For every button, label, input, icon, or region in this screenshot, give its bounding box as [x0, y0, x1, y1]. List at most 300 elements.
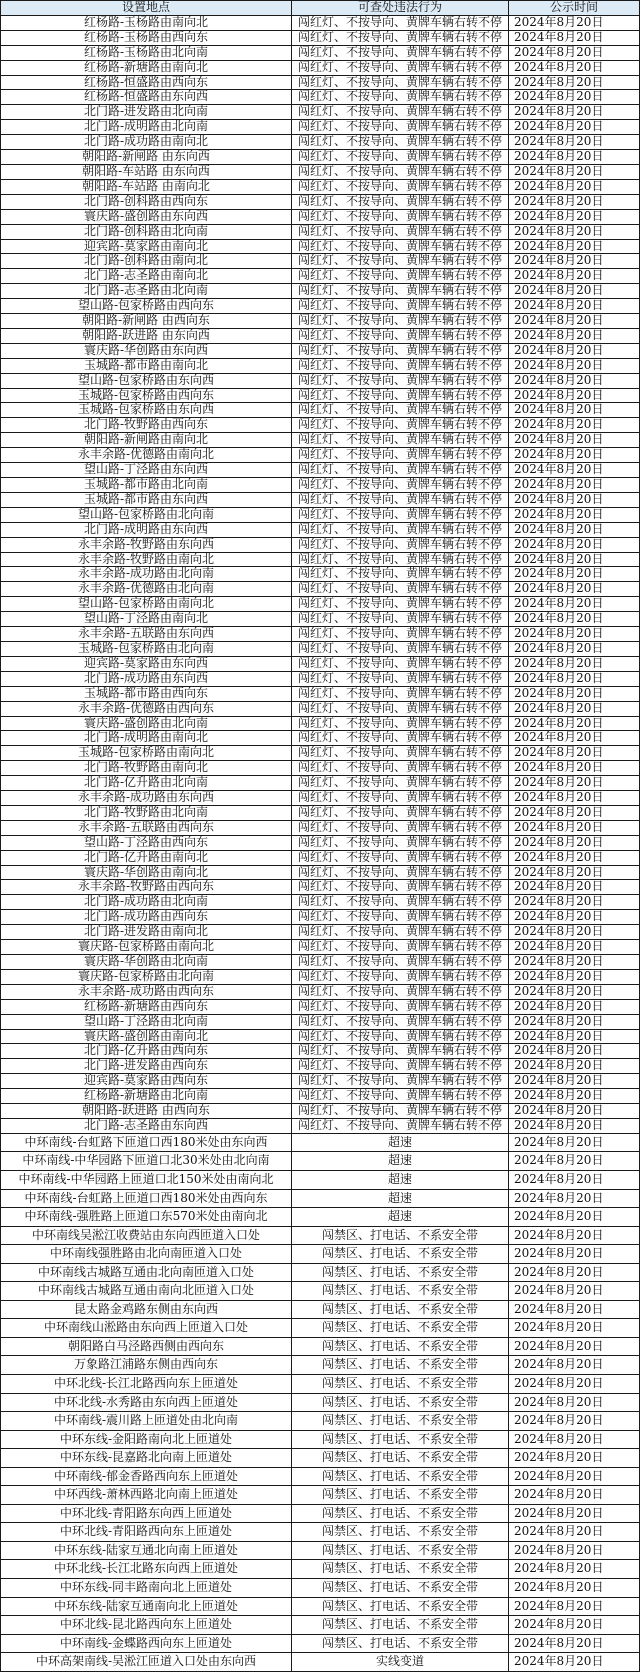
table-row: [1, 1616, 640, 1635]
table-row: [1, 1119, 640, 1134]
location-cell: 中环东线-陆家互通南向北上匝道处: [1, 1598, 292, 1616]
date-cell: 2024年8月20日: [509, 76, 640, 90]
location-cell: 红杨路-新塘路由西向东: [1, 1000, 292, 1014]
violation-cell: 超速: [292, 1208, 509, 1226]
violation-cell: 闯红灯、不按导向、黄牌车辆右转不停: [292, 61, 509, 75]
location-cell: 中环南线-金蝶路西向东上匝道处: [1, 1635, 292, 1653]
location-cell: 北门路-成功路由西向东: [1, 910, 292, 924]
table-row: [1, 612, 640, 627]
date-cell: 2024年8月20日: [509, 1431, 640, 1449]
violation-cell: 闯禁区、打电话、不系安全带: [292, 1635, 509, 1653]
violation-cell: 闯红灯、不按导向、黄牌车辆右转不停: [292, 433, 509, 447]
table-row: [1, 1134, 640, 1153]
location-cell: 北门路-牧野路由南向北: [1, 761, 292, 775]
table-row: [1, 970, 640, 985]
violation-cell: 闯红灯、不按导向、黄牌车辆右转不停: [292, 567, 509, 581]
violation-cell: 闯禁区、打电话、不系安全带: [292, 1282, 509, 1300]
violation-cell: 闯红灯、不按导向、黄牌车辆右转不停: [292, 925, 509, 939]
violation-cell: 闯红灯、不按导向、黄牌车辆右转不停: [292, 746, 509, 760]
violation-cell: 闯禁区、打电话、不系安全带: [292, 1579, 509, 1597]
table-row: [1, 567, 640, 582]
violation-cell: 闯禁区、打电话、不系安全带: [292, 1264, 509, 1282]
date-cell: 2024年8月20日: [509, 1030, 640, 1044]
location-cell: 北门路-亿升路由北向南: [1, 776, 292, 790]
violation-cell: 闯禁区、打电话、不系安全带: [292, 1319, 509, 1337]
location-cell: 中环北线-昆北路西向东上匝道处: [1, 1616, 292, 1634]
date-cell: 2024年8月20日: [509, 880, 640, 894]
table-row: [1, 1245, 640, 1264]
date-cell: 2024年8月20日: [509, 403, 640, 417]
violation-cell: 闯红灯、不按导向、黄牌车辆右转不停: [292, 717, 509, 731]
violation-cell: 闯禁区、打电话、不系安全带: [292, 1560, 509, 1578]
date-cell: 2024年8月20日: [509, 284, 640, 298]
table-row: [1, 463, 640, 478]
table-row: [1, 1486, 640, 1505]
location-cell: 中环东线-同丰路南向北上匝道处: [1, 1579, 292, 1597]
date-cell: 2024年8月20日: [509, 1074, 640, 1088]
violation-cell: 闯红灯、不按导向、黄牌车辆右转不停: [292, 195, 509, 209]
date-cell: 2024年8月20日: [509, 1356, 640, 1374]
table-row: [1, 717, 640, 732]
table-row: [1, 1104, 640, 1119]
violation-cell: 闯红灯、不按导向、黄牌车辆右转不停: [292, 657, 509, 671]
date-cell: 2024年8月20日: [509, 523, 640, 537]
violation-cell: 闯红灯、不按导向、黄牌车辆右转不停: [292, 731, 509, 745]
date-cell: 2024年8月20日: [509, 687, 640, 701]
violation-cell: 闯红灯、不按导向、黄牌车辆右转不停: [292, 687, 509, 701]
location-cell: 中环西线-萧林西路北向南上匝道处: [1, 1486, 292, 1504]
date-cell: 2024年8月20日: [509, 493, 640, 507]
date-cell: 2024年8月20日: [509, 1134, 640, 1152]
date-cell: 2024年8月20日: [509, 612, 640, 626]
location-cell: 北门路-志圣路由东向西: [1, 1119, 292, 1133]
table-row: [1, 61, 640, 76]
date-cell: 2024年8月20日: [509, 1338, 640, 1356]
violation-cell: 闯红灯、不按导向、黄牌车辆右转不停: [292, 836, 509, 850]
violation-cell: 闯禁区、打电话、不系安全带: [292, 1523, 509, 1541]
date-cell: 2024年8月20日: [509, 672, 640, 686]
date-cell: 2024年8月20日: [509, 717, 640, 731]
table-row: [1, 940, 640, 955]
location-cell: 中环北线-长江北路东向西上匝道处: [1, 1560, 292, 1578]
violation-cell: 闯红灯、不按导向、黄牌车辆右转不停: [292, 806, 509, 820]
location-cell: 北门路-成明路由东向西: [1, 523, 292, 537]
table-row: [1, 1319, 640, 1338]
table-row: [1, 761, 640, 776]
date-cell: 2024年8月20日: [509, 31, 640, 45]
date-cell: 2024年8月20日: [509, 1412, 640, 1430]
location-cell: 红杨路-玉杨路由西向东: [1, 31, 292, 45]
date-cell: 2024年8月20日: [509, 1227, 640, 1245]
violation-cell: 闯禁区、打电话、不系安全带: [292, 1245, 509, 1263]
location-cell: 朝阳路-跃进路 由西向东: [1, 1104, 292, 1118]
date-cell: 2024年8月20日: [509, 418, 640, 432]
violation-cell: 闯红灯、不按导向、黄牌车辆右转不停: [292, 1119, 509, 1133]
location-cell: 永丰余路-牧野路由西向东: [1, 880, 292, 894]
table-row: [1, 478, 640, 493]
location-cell: 中环南线山淞路由东向西上匝道入口处: [1, 1319, 292, 1337]
date-cell: 2024年8月20日: [509, 433, 640, 447]
location-cell: 永丰余路-牧野路由南向北: [1, 553, 292, 567]
violation-cell: 闯禁区、打电话、不系安全带: [292, 1598, 509, 1616]
table-row: [1, 836, 640, 851]
violation-cell: 闯红灯、不按导向、黄牌车辆右转不停: [292, 1015, 509, 1029]
violation-cell: 闯红灯、不按导向、黄牌车辆右转不停: [292, 418, 509, 432]
date-cell: 2024年8月20日: [509, 1375, 640, 1393]
violation-cell: 闯红灯、不按导向、黄牌车辆右转不停: [292, 1074, 509, 1088]
table-row: [1, 910, 640, 925]
header-violations: 可查处违法行为: [292, 1, 509, 15]
header-publish-date: 公示时间: [509, 1, 640, 15]
violation-cell: 闯红灯、不按导向、黄牌车辆右转不停: [292, 970, 509, 984]
date-cell: 2024年8月20日: [509, 836, 640, 850]
date-cell: 2024年8月20日: [509, 1301, 640, 1319]
date-cell: 2024年8月20日: [509, 940, 640, 954]
violation-cell: 闯红灯、不按导向、黄牌车辆右转不停: [292, 791, 509, 805]
location-cell: 北门路-牧野路由西向东: [1, 418, 292, 432]
table-row: [1, 895, 640, 910]
violation-cell: 闯禁区、打电话、不系安全带: [292, 1468, 509, 1486]
date-cell: 2024年8月20日: [509, 269, 640, 283]
date-cell: 2024年8月20日: [509, 1104, 640, 1118]
table-row: [1, 851, 640, 866]
date-cell: 2024年8月20日: [509, 985, 640, 999]
location-cell: 中环东线-昆嘉路北向南上匝道处: [1, 1449, 292, 1467]
location-cell: 玉城路-都市路由东向西: [1, 493, 292, 507]
violation-cell: 闯红灯、不按导向、黄牌车辆右转不停: [292, 180, 509, 194]
location-cell: 朝阳路-新闸路由南向北: [1, 433, 292, 447]
violation-cell: 闯红灯、不按导向、黄牌车辆右转不停: [292, 463, 509, 477]
table-row: [1, 1059, 640, 1074]
date-cell: 2024年8月20日: [509, 1468, 640, 1486]
location-cell: 红杨路-玉杨路由南向北: [1, 16, 292, 30]
date-cell: 2024年8月20日: [509, 1579, 640, 1597]
table-row: [1, 46, 640, 61]
location-cell: 中环南线-强胜路上匝道口东570米处由南向北: [1, 1208, 292, 1226]
date-cell: 2024年8月20日: [509, 1616, 640, 1634]
date-cell: 2024年8月20日: [509, 299, 640, 313]
location-cell: 永丰余路-成功路由西向东: [1, 985, 292, 999]
violation-cell: 闯红灯、不按导向、黄牌车辆右转不停: [292, 269, 509, 283]
location-cell: 北门路-志圣路由南向北: [1, 269, 292, 283]
date-cell: 2024年8月20日: [509, 567, 640, 581]
location-cell: 寰庆路-包家桥路由南向北: [1, 940, 292, 954]
location-cell: 中环北线-水秀路由东向西上匝道处: [1, 1394, 292, 1412]
date-cell: 2024年8月20日: [509, 970, 640, 984]
table-row: [1, 1190, 640, 1209]
location-cell: 中环北线-长江北路西向东上匝道处: [1, 1375, 292, 1393]
location-cell: 中环南线-郁金香路西向东上匝道处: [1, 1468, 292, 1486]
table-row: [1, 1579, 640, 1598]
location-cell: 玉城路-包家桥路由东向西: [1, 403, 292, 417]
table-row: [1, 1089, 640, 1104]
date-cell: 2024年8月20日: [509, 195, 640, 209]
table-row: [1, 1542, 640, 1561]
violation-cell: 闯红灯、不按导向、黄牌车辆右转不停: [292, 329, 509, 343]
table-row: [1, 776, 640, 791]
violation-cell: 闯红灯、不按导向、黄牌车辆右转不停: [292, 1000, 509, 1014]
location-cell: 玉城路-都市路由南向北: [1, 359, 292, 373]
date-cell: 2024年8月20日: [509, 1598, 640, 1616]
table-row: [1, 284, 640, 299]
location-cell: 朝阳路白马泾路西侧由西向东: [1, 1338, 292, 1356]
location-cell: 中环南线古城路互通由南向北匝道入口处: [1, 1282, 292, 1300]
date-cell: 2024年8月20日: [509, 105, 640, 119]
location-cell: 寰庆路-华创路由北向南: [1, 955, 292, 969]
location-cell: 玉城路-都市路由西向东: [1, 687, 292, 701]
violation-cell: 闯红灯、不按导向、黄牌车辆右转不停: [292, 1059, 509, 1073]
table-row: [1, 135, 640, 150]
table-row: [1, 374, 640, 389]
table-row: [1, 702, 640, 717]
location-cell: 北门路-成功路由南向北: [1, 135, 292, 149]
violation-cell: 闯禁区、打电话、不系安全带: [292, 1431, 509, 1449]
location-cell: 北门路-进发路由北向南: [1, 105, 292, 119]
date-cell: 2024年8月20日: [509, 210, 640, 224]
location-cell: 永丰余路-优德路由西向东: [1, 702, 292, 716]
violation-cell: 闯红灯、不按导向、黄牌车辆右转不停: [292, 105, 509, 119]
violation-cell: 闯红灯、不按导向、黄牌车辆右转不停: [292, 508, 509, 522]
date-cell: 2024年8月20日: [509, 1015, 640, 1029]
violation-cell: 闯红灯、不按导向、黄牌车辆右转不停: [292, 31, 509, 45]
table-row: [1, 746, 640, 761]
violation-cell: 闯红灯、不按导向、黄牌车辆右转不停: [292, 880, 509, 894]
date-cell: 2024年8月20日: [509, 508, 640, 522]
date-cell: 2024年8月20日: [509, 359, 640, 373]
violation-cell: 闯禁区、打电话、不系安全带: [292, 1227, 509, 1245]
violation-cell: 闯红灯、不按导向、黄牌车辆右转不停: [292, 895, 509, 909]
table-row: [1, 1560, 640, 1579]
table-row: [1, 866, 640, 881]
table-row: [1, 1375, 640, 1394]
table-row: [1, 627, 640, 642]
violation-cell: 闯红灯、不按导向、黄牌车辆右转不停: [292, 672, 509, 686]
violation-cell: 闯红灯、不按导向、黄牌车辆右转不停: [292, 225, 509, 239]
location-cell: 北门路-牧野路由北向南: [1, 806, 292, 820]
date-cell: 2024年8月20日: [509, 821, 640, 835]
violation-cell: 闯禁区、打电话、不系安全带: [292, 1449, 509, 1467]
location-cell: 永丰余路-成功路由北向南: [1, 567, 292, 581]
violation-cell: 超速: [292, 1134, 509, 1152]
date-cell: 2024年8月20日: [509, 851, 640, 865]
location-cell: 迎宾路-莫家路由东向西: [1, 657, 292, 671]
table-row: [1, 1505, 640, 1524]
table-row: [1, 1412, 640, 1431]
violation-cell: 超速: [292, 1190, 509, 1208]
violation-cell: 闯禁区、打电话、不系安全带: [292, 1616, 509, 1634]
violation-cell: 闯红灯、不按导向、黄牌车辆右转不停: [292, 359, 509, 373]
date-cell: 2024年8月20日: [509, 1523, 640, 1541]
violation-cell: 闯红灯、不按导向、黄牌车辆右转不停: [292, 1104, 509, 1118]
violation-cell: 闯红灯、不按导向、黄牌车辆右转不停: [292, 493, 509, 507]
location-cell: 红杨路-新塘路由北向南: [1, 1089, 292, 1103]
table-row: [1, 150, 640, 165]
location-cell: 中环东线-金阳路南向北上匝道处: [1, 1431, 292, 1449]
location-cell: 万象路江浦路东侧由西向东: [1, 1356, 292, 1374]
table-row: [1, 1468, 640, 1487]
date-cell: 2024年8月20日: [509, 702, 640, 716]
location-cell: 望山路-丁泾路由东向西: [1, 463, 292, 477]
location-cell: 中环南线-震川路上匝道处由北向南: [1, 1412, 292, 1430]
date-cell: 2024年8月20日: [509, 1635, 640, 1653]
table-row: [1, 597, 640, 612]
date-cell: 2024年8月20日: [509, 329, 640, 343]
table-row: [1, 1152, 640, 1171]
date-cell: 2024年8月20日: [509, 1152, 640, 1170]
table-row: [1, 553, 640, 568]
violation-cell: 闯红灯、不按导向、黄牌车辆右转不停: [292, 478, 509, 492]
date-cell: 2024年8月20日: [509, 1000, 640, 1014]
table-row: [1, 299, 640, 314]
location-cell: 朝阳路-车站路 由南向北: [1, 180, 292, 194]
location-cell: 望山路-包家桥路由南向北: [1, 597, 292, 611]
violation-cell: 闯红灯、不按导向、黄牌车辆右转不停: [292, 985, 509, 999]
date-cell: 2024年8月20日: [509, 1560, 640, 1578]
violation-cell: 实线变道: [292, 1653, 509, 1671]
location-cell: 昆太路金鸡路东侧由东向西: [1, 1301, 292, 1319]
location-cell: 中环南线-台虹路上匝道口西180米处由西向东: [1, 1190, 292, 1208]
location-cell: 北门路-进发路由西向东: [1, 1059, 292, 1073]
date-cell: 2024年8月20日: [509, 1653, 640, 1671]
location-cell: 永丰余路-成功路由东向西: [1, 791, 292, 805]
date-cell: 2024年8月20日: [509, 1059, 640, 1073]
location-cell: 中环南线吴淞江收费站由东向西匝道入口处: [1, 1227, 292, 1245]
date-cell: 2024年8月20日: [509, 1319, 640, 1337]
table-row: [1, 1394, 640, 1413]
date-cell: 2024年8月20日: [509, 254, 640, 268]
violation-cell: 闯红灯、不按导向、黄牌车辆右转不停: [292, 374, 509, 388]
date-cell: 2024年8月20日: [509, 776, 640, 790]
table-row: [1, 657, 640, 672]
table-row: [1, 314, 640, 329]
table-row: [1, 806, 640, 821]
table-row: [1, 1449, 640, 1468]
location-cell: 寰庆路-华创路由东向西: [1, 344, 292, 358]
date-cell: 2024年8月20日: [509, 374, 640, 388]
location-cell: 中环东线-陆家互通北向南上匝道处: [1, 1542, 292, 1560]
location-cell: 中环北线-青阳路西向东上匝道处: [1, 1523, 292, 1541]
violation-cell: 闯红灯、不按导向、黄牌车辆右转不停: [292, 1030, 509, 1044]
date-cell: 2024年8月20日: [509, 746, 640, 760]
location-cell: 迎宾路-莫家路由南向北: [1, 240, 292, 254]
table-row: [1, 672, 640, 687]
table-row: [1, 1208, 640, 1227]
table-row: [1, 508, 640, 523]
violation-cell: 闯红灯、不按导向、黄牌车辆右转不停: [292, 761, 509, 775]
date-cell: 2024年8月20日: [509, 1208, 640, 1226]
location-cell: 北门路-成功路由北向南: [1, 895, 292, 909]
violation-cell: 闯红灯、不按导向、黄牌车辆右转不停: [292, 1044, 509, 1058]
location-cell: 中环北线-青阳路东向西上匝道处: [1, 1505, 292, 1523]
location-cell: 北门路-成明路由南向北: [1, 731, 292, 745]
date-cell: 2024年8月20日: [509, 463, 640, 477]
violation-cell: 闯红灯、不按导向、黄牌车辆右转不停: [292, 299, 509, 313]
location-cell: 玉城路-包家桥路由北向南: [1, 642, 292, 656]
date-cell: 2024年8月20日: [509, 314, 640, 328]
date-cell: 2024年8月20日: [509, 150, 640, 164]
date-cell: 2024年8月20日: [509, 1282, 640, 1300]
table-row: [1, 1000, 640, 1015]
table-row: [1, 955, 640, 970]
table-row: [1, 582, 640, 597]
table-row: [1, 269, 640, 284]
location-cell: 北门路-创科路由南向北: [1, 254, 292, 268]
date-cell: 2024年8月20日: [509, 761, 640, 775]
date-cell: 2024年8月20日: [509, 165, 640, 179]
date-cell: 2024年8月20日: [509, 61, 640, 75]
location-cell: 中环南线-台虹路下匝道口西180米处由东向西: [1, 1134, 292, 1152]
date-cell: 2024年8月20日: [509, 1449, 640, 1467]
date-cell: 2024年8月20日: [509, 538, 640, 552]
table-row: [1, 165, 640, 180]
violation-cell: 闯红灯、不按导向、黄牌车辆右转不停: [292, 523, 509, 537]
table-row: [1, 523, 640, 538]
violation-cell: 闯禁区、打电话、不系安全带: [292, 1505, 509, 1523]
location-cell: 中环高架南线-吴淞江匝道入口处由东向西: [1, 1653, 292, 1671]
location-cell: 红杨路-新塘路由南向北: [1, 61, 292, 75]
table-row: [1, 359, 640, 374]
table-row: [1, 418, 640, 433]
date-cell: 2024年8月20日: [509, 478, 640, 492]
date-cell: 2024年8月20日: [509, 135, 640, 149]
location-cell: 北门路-亿升路由西向东: [1, 1044, 292, 1058]
table-row: [1, 180, 640, 195]
date-cell: 2024年8月20日: [509, 553, 640, 567]
table-row: [1, 1598, 640, 1617]
location-cell: 玉城路-包家桥路由南向北: [1, 746, 292, 760]
table-row: [1, 1044, 640, 1059]
location-cell: 寰庆路-包家桥路由北向南: [1, 970, 292, 984]
table-row: [1, 1301, 640, 1320]
date-cell: 2024年8月20日: [509, 344, 640, 358]
violation-cell: 闯红灯、不按导向、黄牌车辆右转不停: [292, 955, 509, 969]
date-cell: 2024年8月20日: [509, 240, 640, 254]
location-cell: 迎宾路-莫家路由西向东: [1, 1074, 292, 1088]
location-cell: 中环南线古城路互通由北向南匝道入口处: [1, 1264, 292, 1282]
violation-cell: 闯禁区、打电话、不系安全带: [292, 1356, 509, 1374]
date-cell: 2024年8月20日: [509, 895, 640, 909]
table-row: [1, 16, 640, 31]
location-cell: 北门路-志圣路由北向南: [1, 284, 292, 298]
table-row: [1, 403, 640, 418]
violation-cell: 闯红灯、不按导向、黄牌车辆右转不停: [292, 612, 509, 626]
table-row: [1, 31, 640, 46]
violation-cell: 闯红灯、不按导向、黄牌车辆右转不停: [292, 597, 509, 611]
date-cell: 2024年8月20日: [509, 1486, 640, 1504]
violation-cell: 闯禁区、打电话、不系安全带: [292, 1301, 509, 1319]
location-cell: 玉城路-包家桥路由西向东: [1, 389, 292, 403]
table-row: [1, 493, 640, 508]
date-cell: 2024年8月20日: [509, 448, 640, 462]
table-row: [1, 448, 640, 463]
location-cell: 永丰余路-五联路由西向东: [1, 821, 292, 835]
table-row: [1, 1015, 640, 1030]
date-cell: 2024年8月20日: [509, 925, 640, 939]
violation-cell: 闯红灯、不按导向、黄牌车辆右转不停: [292, 314, 509, 328]
location-cell: 北门路-成功路由东向西: [1, 672, 292, 686]
location-cell: 红杨路-恒盛路由西向东: [1, 76, 292, 90]
table-row: [1, 1171, 640, 1190]
date-cell: 2024年8月20日: [509, 657, 640, 671]
location-cell: 寰庆路-华创路由南向北: [1, 866, 292, 880]
table-row: [1, 120, 640, 135]
table-row: [1, 1356, 640, 1375]
date-cell: 2024年8月20日: [509, 642, 640, 656]
date-cell: 2024年8月20日: [509, 1119, 640, 1133]
location-cell: 永丰余路-牧野路由东向西: [1, 538, 292, 552]
location-cell: 望山路-包家桥路由北向南: [1, 508, 292, 522]
table-row: [1, 1635, 640, 1654]
